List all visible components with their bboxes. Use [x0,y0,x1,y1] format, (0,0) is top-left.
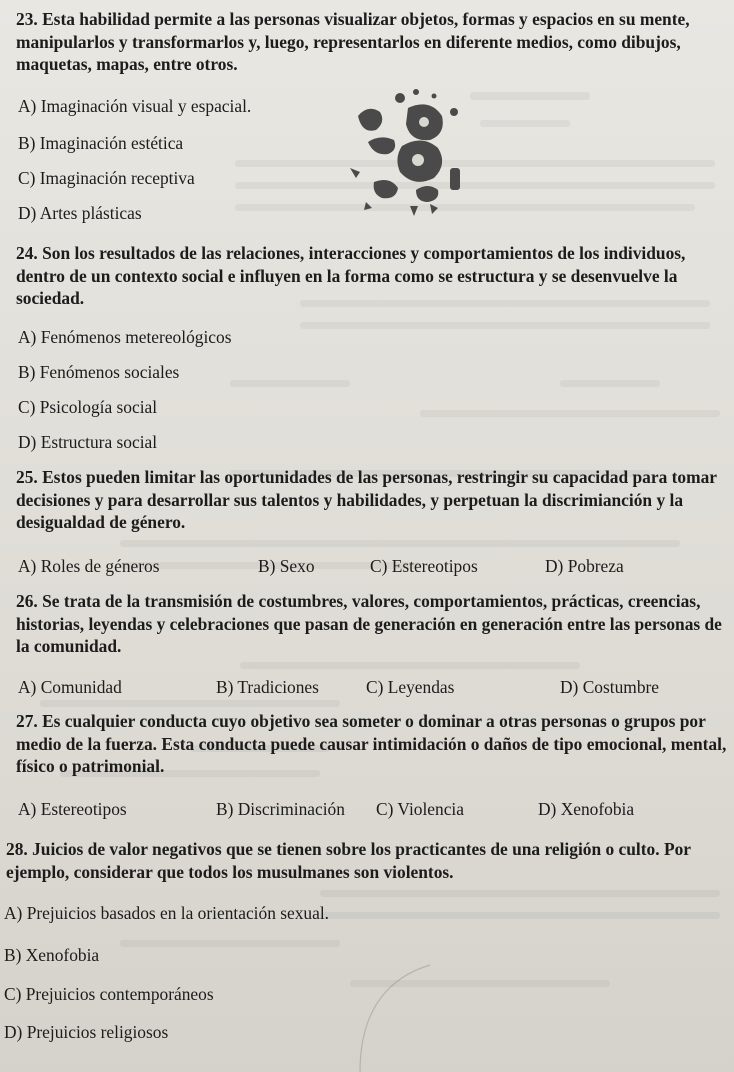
question-text: 27. Es cualquier conducta cuyo objetivo sea someter o dominar a otras personas o grupos por medio de la fuerza. Esta conducta puede causar intimidación o daños de tipo emocional, mental, físico o patrimonial. [16,711,727,776]
question-text: 24. Son los resultados de las relaciones, interacciones y comportamientos de los individuos, dentro de un contexto social e influyen en la forma como se estructura y se desenvuelve la sociedad. [16,243,686,308]
option-c[interactable]: C) Estereotipos [370,556,478,576]
option-d[interactable]: D) Artes plásticas [18,203,142,223]
collage-illustration [338,86,478,222]
question-24 [16,242,728,310]
option-b[interactable]: B) Fenómenos sociales [18,362,180,382]
option-b[interactable]: B) Tradiciones [216,677,319,697]
question-text: 26. Se trata de la transmisión de costumbres, valores, comportamientos, prácticas, creencias, historias, leyendas y celebraciones que pasan de generación en generación entre las personas de la comunidad. [16,591,722,656]
option-a[interactable]: A) Prejuicios basados en la orientación sexual. [4,903,330,923]
question-23 [16,8,728,76]
option-a[interactable]: A) Roles de géneros [18,556,160,576]
question-28 [6,838,728,883]
option-c[interactable]: C) Imaginación receptiva [18,168,195,188]
option-d[interactable]: D) Prejuicios religiosos [4,1022,169,1042]
option-b[interactable]: B) Imaginación estética [18,133,184,153]
question-text: 25. Estos pueden limitar las oportunidades de las personas, restringir su capacidad para tomar decisiones y para desarrollar sus talentos y habilidades, y perpetuan la discrimianción y la desigualdad de género. [16,467,717,532]
option-d[interactable]: D) Estructura social [18,432,158,452]
option-d[interactable]: D) Xenofobia [538,799,635,819]
option-b[interactable]: B) Discriminación [216,799,345,819]
option-a[interactable]: A) Comunidad [18,677,122,697]
option-b[interactable]: B) Sexo [258,556,315,576]
option-c[interactable]: C) Psicología social [18,397,158,417]
question-27 [16,710,728,778]
option-c[interactable]: C) Prejuicios contemporáneos [4,984,214,1004]
question-text: 28. Juicios de valor negativos que se tienen sobre los practicantes de una religión o culto. Por ejemplo, considerar que todos los musulmanes son violentos. [6,839,691,882]
option-b[interactable]: B) Xenofobia [4,945,100,965]
question-25 [16,466,728,534]
option-a[interactable]: A) Imaginación visual y espacial. [18,96,252,116]
option-a[interactable]: A) Estereotipos [18,799,127,819]
option-c[interactable]: C) Violencia [376,799,464,819]
question-26 [16,590,728,658]
option-d[interactable]: D) Costumbre [560,677,660,697]
question-text: 23. Esta habilidad permite a las personas visualizar objetos, formas y espacios en su mente, manipularlos y transformarlos y, luego, representarlos en diferente medios, como dibujos, maquetas, mapas, entre otros. [16,9,690,74]
option-c[interactable]: C) Leyendas [366,677,455,697]
option-d[interactable]: D) Pobreza [545,556,624,576]
option-a[interactable]: A) Fenómenos metereológicos [18,327,232,347]
